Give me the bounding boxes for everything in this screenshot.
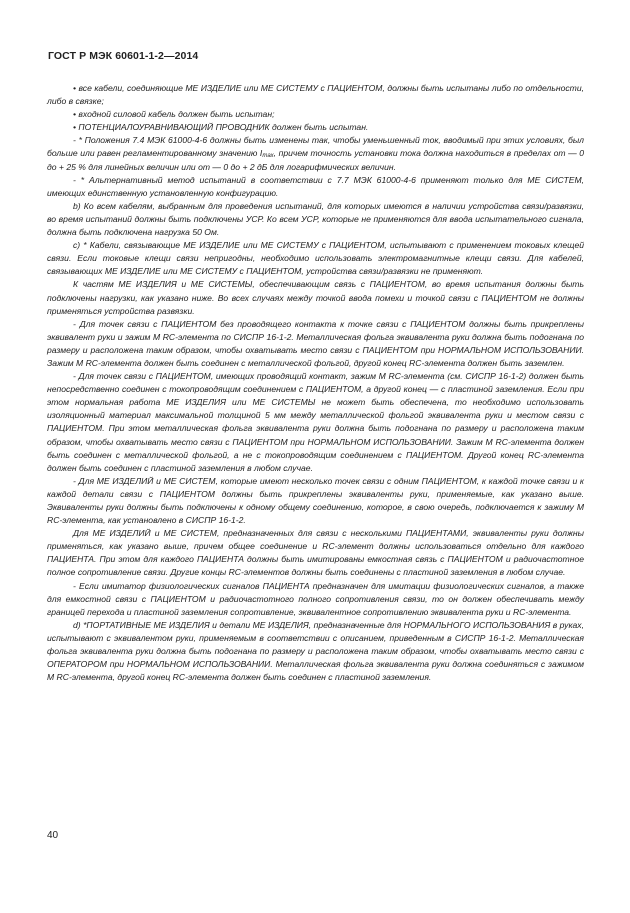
paragraph-multiple-patients: Для МЕ ИЗДЕЛИЙ и МЕ СИСТЕМ, предназначенных для связи с несколькими ПАЦИЕНТАМИ, эквиваленты руки должны применяться, как указано выше, причем общее соединение и RC-элемент должны использоваться отдельно для каждого ПАЦИЕНТА. При этом для каждого ПАЦИЕНТА должны быть имитированы емкостная связь с ПАЦИЕНТОМ и радиочастотное полное сопротивление связи. Другие концы RC-элементов должны быть соединены с пластиной заземления в любом случае.	[47, 528, 584, 578]
paragraph-iec-7-4-part2: , причем точность установки тока должна находиться в пределах от — 0 до + 25 % для линейных величин или от — 0 до + 2 дБ для логарифмических величин.	[47, 148, 584, 172]
paragraph-item-c: c) * Кабели, связывающие МЕ ИЗДЕЛИЕ или МЕ СИСТЕМУ с ПАЦИЕНТОМ, испытывают с применением токовых клещей связи. Если токовые клещи связи непригодны, необходимо использовать электромагнитные клещи связи. Для кабелей, связывающих МЕ ИЗДЕЛИЕ или МЕ СИСТЕМУ с ПАЦИЕНТОМ, устройства связи/развязки не применяют.	[47, 240, 584, 277]
paragraph-multiple-points: - Для МЕ ИЗДЕЛИЙ и МЕ СИСТЕМ, которые имеют несколько точек связи с одним ПАЦИЕНТОМ, к каждой точке связи и к каждой детали связи с ПАЦИЕНТОМ должны быть прикреплены эквиваленты руки, применяемые, как указано выше. Эквиваленты руки должны быть подключены к одному общему соединению, которое, в свою очередь, подключается к зажиму М RC-элемента, как установлено в СИСПР 16-1-2.	[47, 475, 584, 526]
paragraph-item-d: d) *ПОРТАТИВНЫЕ МЕ ИЗДЕЛИЯ и детали МЕ ИЗДЕЛИЯ, предназначенные для НОРМАЛЬНОГО ИСПОЛЬЗОВАНИЯ в руках, испытывают с эквивалентом руки, применяемым в соответствии с описанием, приведенным в СИСПР 16-1-2. Металлическая фольга эквивалента руки должна быть подогнана по размеру и расположена таким образом, чтобы охватывать место связи с ОПЕРАТОРОМ при НОРМАЛЬНОМ ИСПОЛЬЗОВАНИИ. Металлическая фольга эквивалента руки должна соединяться с зажимом М RC-элемента, другой конец RC-элемента должен быть соединен с пластиной заземления.	[47, 619, 584, 683]
paragraph-iec-7-4	[47, 134, 584, 173]
page-number: 40	[47, 830, 59, 841]
document-header: ГОСТ Р МЭК 60601-1-2—2014	[48, 50, 199, 62]
paragraph-non-conductive-contact: - Для точек связи с ПАЦИЕНТОМ без проводящего контакта к точке связи с ПАЦИЕНТОМ должны быть прикреплены эквивалент руки и зажим М RC-элемента по СИСПР 16-1-2. Металлическая фольга эквивалента руки должна быть подогнана по размеру и расположена таким образом, чтобы охватывать место связи с ПАЦИЕНТОМ при НОРМАЛЬНОМ ИСПОЛЬЗОВАНИИ. Зажим М RC-элемента должен быть соединен с металлической фольгой, другой конец RC-элемента должен быть заземлен.	[47, 318, 584, 368]
paragraph-item-b: b) Ко всем кабелям, выбранным для проведения испытаний, для которых имеются в наличии устройства связи/развязки, во время испытаний должны быть подключены УСР. Ко всем УСР, которые не применяются для ввода испытательного сигнала, должна быть подключена нагрузка 50 Ом.	[47, 200, 584, 238]
paragraph-simulator: - Если имитатор физиологических сигналов ПАЦИЕНТА предназначен для имитации физиологических сигналов, а также для емкостной связи с ПАЦИЕНТОМ и радиочастотного полного сопротивления связи, то он должен обеспечивать между границей перехода и пластиной заземления сопротивление, эквивалентное сопротивлению эквивалента руки и RC-элемента.	[47, 580, 584, 617]
paragraph-conductive-contact: - Для точек связи с ПАЦИЕНТОМ, имеющих проводящий контакт, зажим М RC-элемента (см. СИСПР 16-1-2) должен быть непосредственно соединен с токопроводящим соединением с ПАЦИЕНТОМ, а другой конец — с пластиной заземления. Если при этом нормальная работа МЕ ИЗДЕЛИЯ или МЕ СИСТЕМЫ не может быть обеспечена, то необходимо использовать изоляционный материал максимальной толщиной 5 мм между металлической фольгой эквивалента руки и местом связи с ПАЦИЕНТОМ. При этом металлическая фольга эквивалента руки должна быть подогнана по размеру и расположена таким образом, чтобы охватывать место связи с ПАЦИЕНТОМ при НОРМАЛЬНОМ ИСПОЛЬЗОВАНИИ. Зажим М RC-элемента должен быть соединен с металлической фольгой, а не с токопроводящим соединением с ПАЦИЕНТОМ. Другой конец RC-элемента должен быть соединен с пластиной заземления в любом случае.	[47, 371, 584, 473]
paragraph-cables-list-item: • все кабели, соединяющие МЕ ИЗДЕЛИЕ или МЕ СИСТЕМУ с ПАЦИЕНТОМ, должны быть испытаны либо по отдельности, либо в связке;	[47, 83, 584, 107]
paragraph-equipotential-item: • ПОТЕНЦИАЛОУРАВНИВАЮЩИЙ ПРОВОДНИК должен быть испытан.	[73, 122, 369, 133]
paragraph-power-cable-item: • входной силовой кабель должен быть испытан;	[73, 109, 275, 120]
paragraph-alt-method: - * Альтернативный метод испытаний в соответствии с 7.7 МЭК 61000-4-6 применяют только для МЕ СИСТЕМ, имеющих единственную установленную конфигурацию.	[47, 174, 584, 198]
paragraph-patient-loads: К частям МЕ ИЗДЕЛИЯ и МЕ СИСТЕМЫ, обеспечивающим связь с ПАЦИЕНТОМ, во время испытания должны быть подключены нагрузки, как указано ниже. Во всех случаях между точкой ввода помехи и точкой связи с ПАЦИЕНТОМ не должны применяться устройства развязки.	[47, 279, 584, 316]
imax-subscript: max	[262, 153, 274, 160]
document-body	[47, 82, 584, 684]
paragraph-iec-7-4-part1: - * Положения 7.4 МЭК 61000-4-6 должны быть изменены так, чтобы уменьшенный ток, вводимый при этих условиях, был больше или равен регламентированному значению I	[47, 135, 584, 159]
